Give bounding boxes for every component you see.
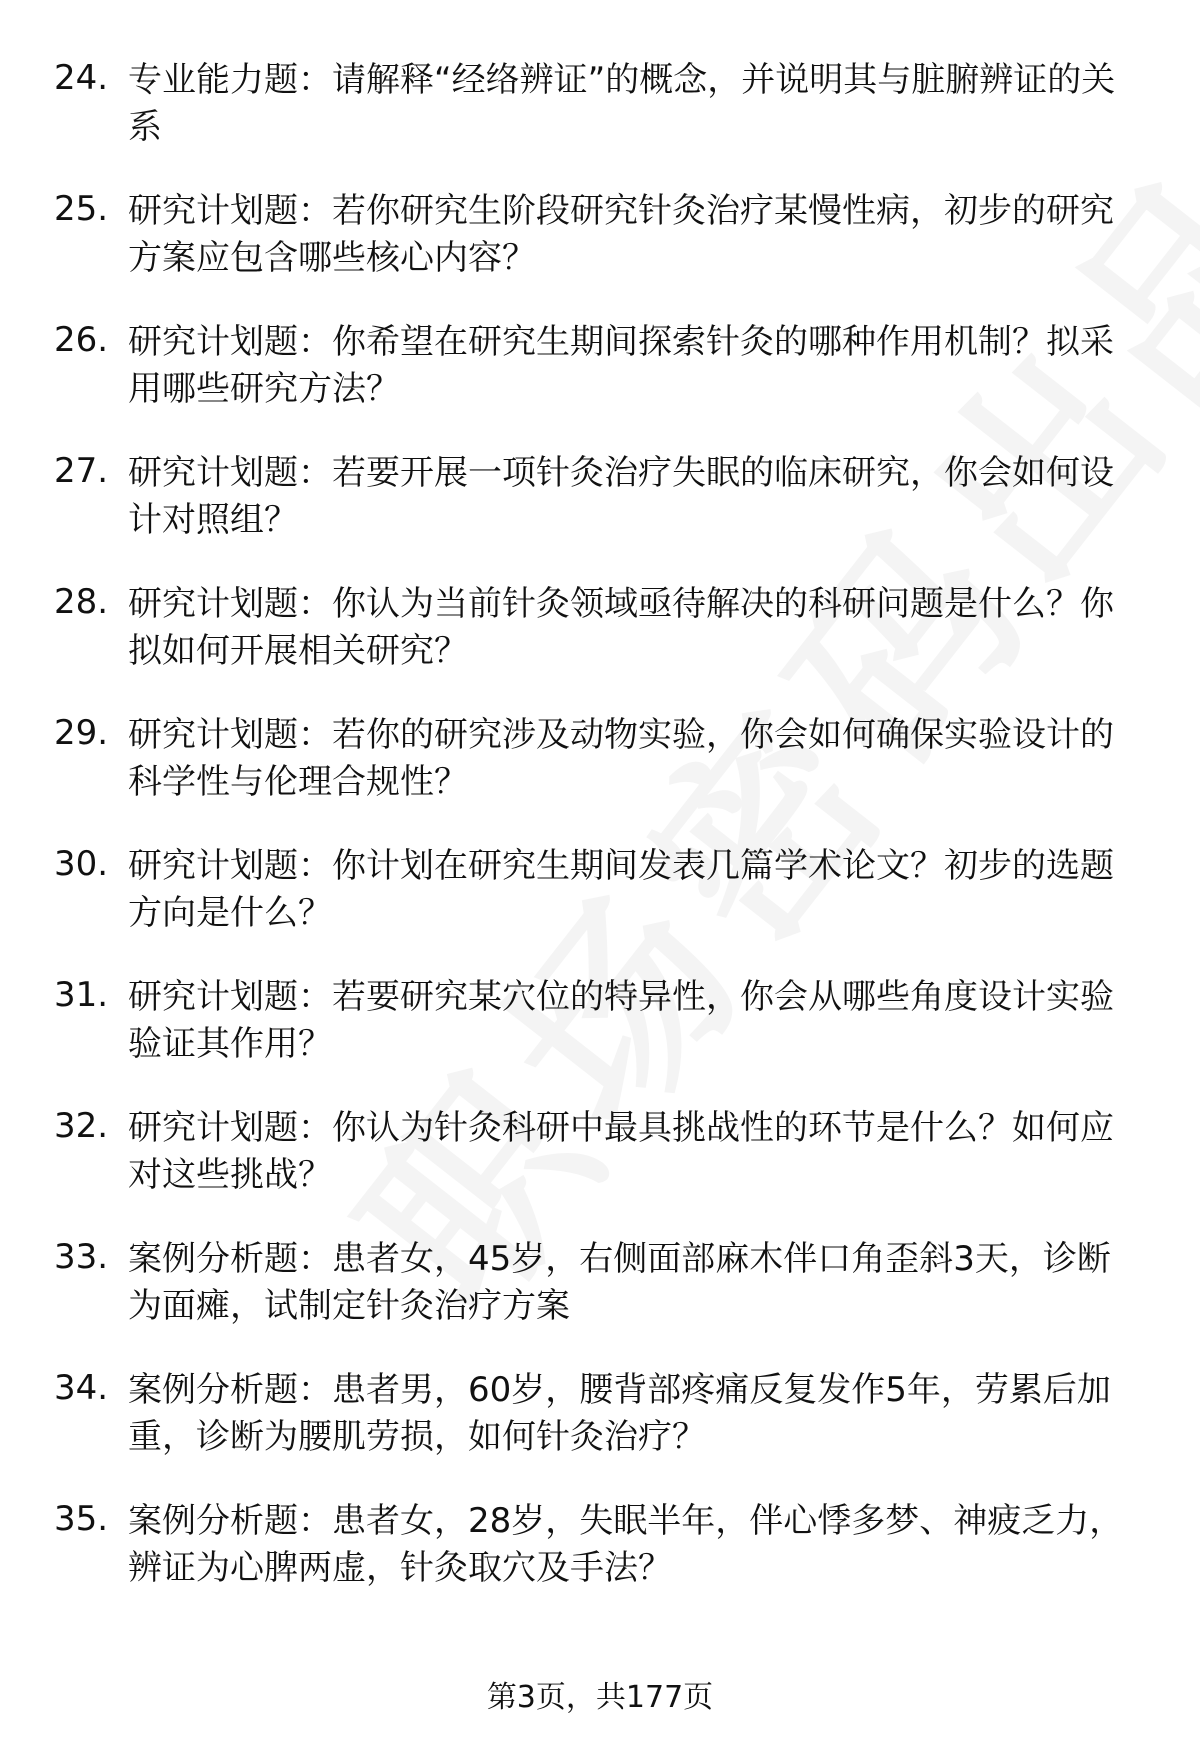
- question-number: 34.: [54, 1368, 109, 1408]
- question-number: 31.: [54, 975, 109, 1015]
- list-item: [0, 1236, 1200, 1367]
- question-text: 研究计划题：若你研究生阶段研究针灸治疗某慢性病，初步的研究方案应包含哪些核心内容？: [128, 191, 1114, 278]
- question-number: 26.: [54, 320, 109, 360]
- list-item: [0, 712, 1200, 843]
- question-text: 案例分析题：患者女，45岁，右侧面部麻木伴口角歪斜3天，诊断为面瘫，试制定针灸治疗方案: [128, 1239, 1111, 1326]
- question-text: 研究计划题：你希望在研究生期间探索针灸的哪种作用机制？拟采用哪些研究方法？: [128, 322, 1114, 409]
- question-number: 33.: [54, 1237, 109, 1277]
- page-number: 第3页，共177页: [486, 1680, 714, 1715]
- question-list: [0, 57, 1200, 1629]
- question-text: 研究计划题：若你的研究涉及动物实验，你会如何确保实验设计的科学性与伦理合规性？: [128, 715, 1114, 802]
- question-number: 27.: [54, 451, 109, 491]
- question-text: 案例分析题：患者男，60岁，腰背部疼痛反复发作5年，劳累后加重，诊断为腰肌劳损，如何针灸治疗？: [128, 1370, 1111, 1457]
- list-item: [0, 1367, 1200, 1498]
- question-text: 专业能力题：请解释“经络辨证”的概念，并说明其与脏腑辨证的关系: [128, 60, 1116, 147]
- question-text: 研究计划题：你认为针灸科研中最具挑战性的环节是什么？如何应对这些挑战？: [128, 1108, 1114, 1195]
- list-item: [0, 1498, 1200, 1629]
- question-number: 32.: [54, 1106, 109, 1146]
- question-text: 案例分析题：患者女，28岁，失眠半年，伴心悸多梦、神疲乏力，辨证为心脾两虚，针灸取穴及手法？: [128, 1501, 1124, 1588]
- question-number: 30.: [54, 844, 109, 884]
- list-item: [0, 974, 1200, 1105]
- list-item: [0, 1105, 1200, 1236]
- question-text: 研究计划题：你认为当前针灸领域亟待解决的科研问题是什么？你拟如何开展相关研究？: [128, 584, 1114, 671]
- question-text: 研究计划题：你计划在研究生期间发表几篇学术论文？初步的选题方向是什么？: [128, 846, 1114, 933]
- list-item: [0, 57, 1200, 188]
- question-text: 研究计划题：若要开展一项针灸治疗失眠的临床研究，你会如何设计对照组？: [128, 453, 1114, 540]
- list-item: [0, 319, 1200, 450]
- question-number: 25.: [54, 189, 109, 229]
- list-item: [0, 843, 1200, 974]
- list-item: [0, 450, 1200, 581]
- list-item: [0, 188, 1200, 319]
- question-number: 24.: [54, 58, 109, 98]
- list-item: [0, 581, 1200, 712]
- question-number: 28.: [54, 582, 109, 622]
- question-number: 35.: [54, 1499, 109, 1539]
- question-number: 29.: [54, 713, 109, 753]
- question-text: 研究计划题：若要研究某穴位的特异性，你会从哪些角度设计实验验证其作用？: [128, 977, 1114, 1064]
